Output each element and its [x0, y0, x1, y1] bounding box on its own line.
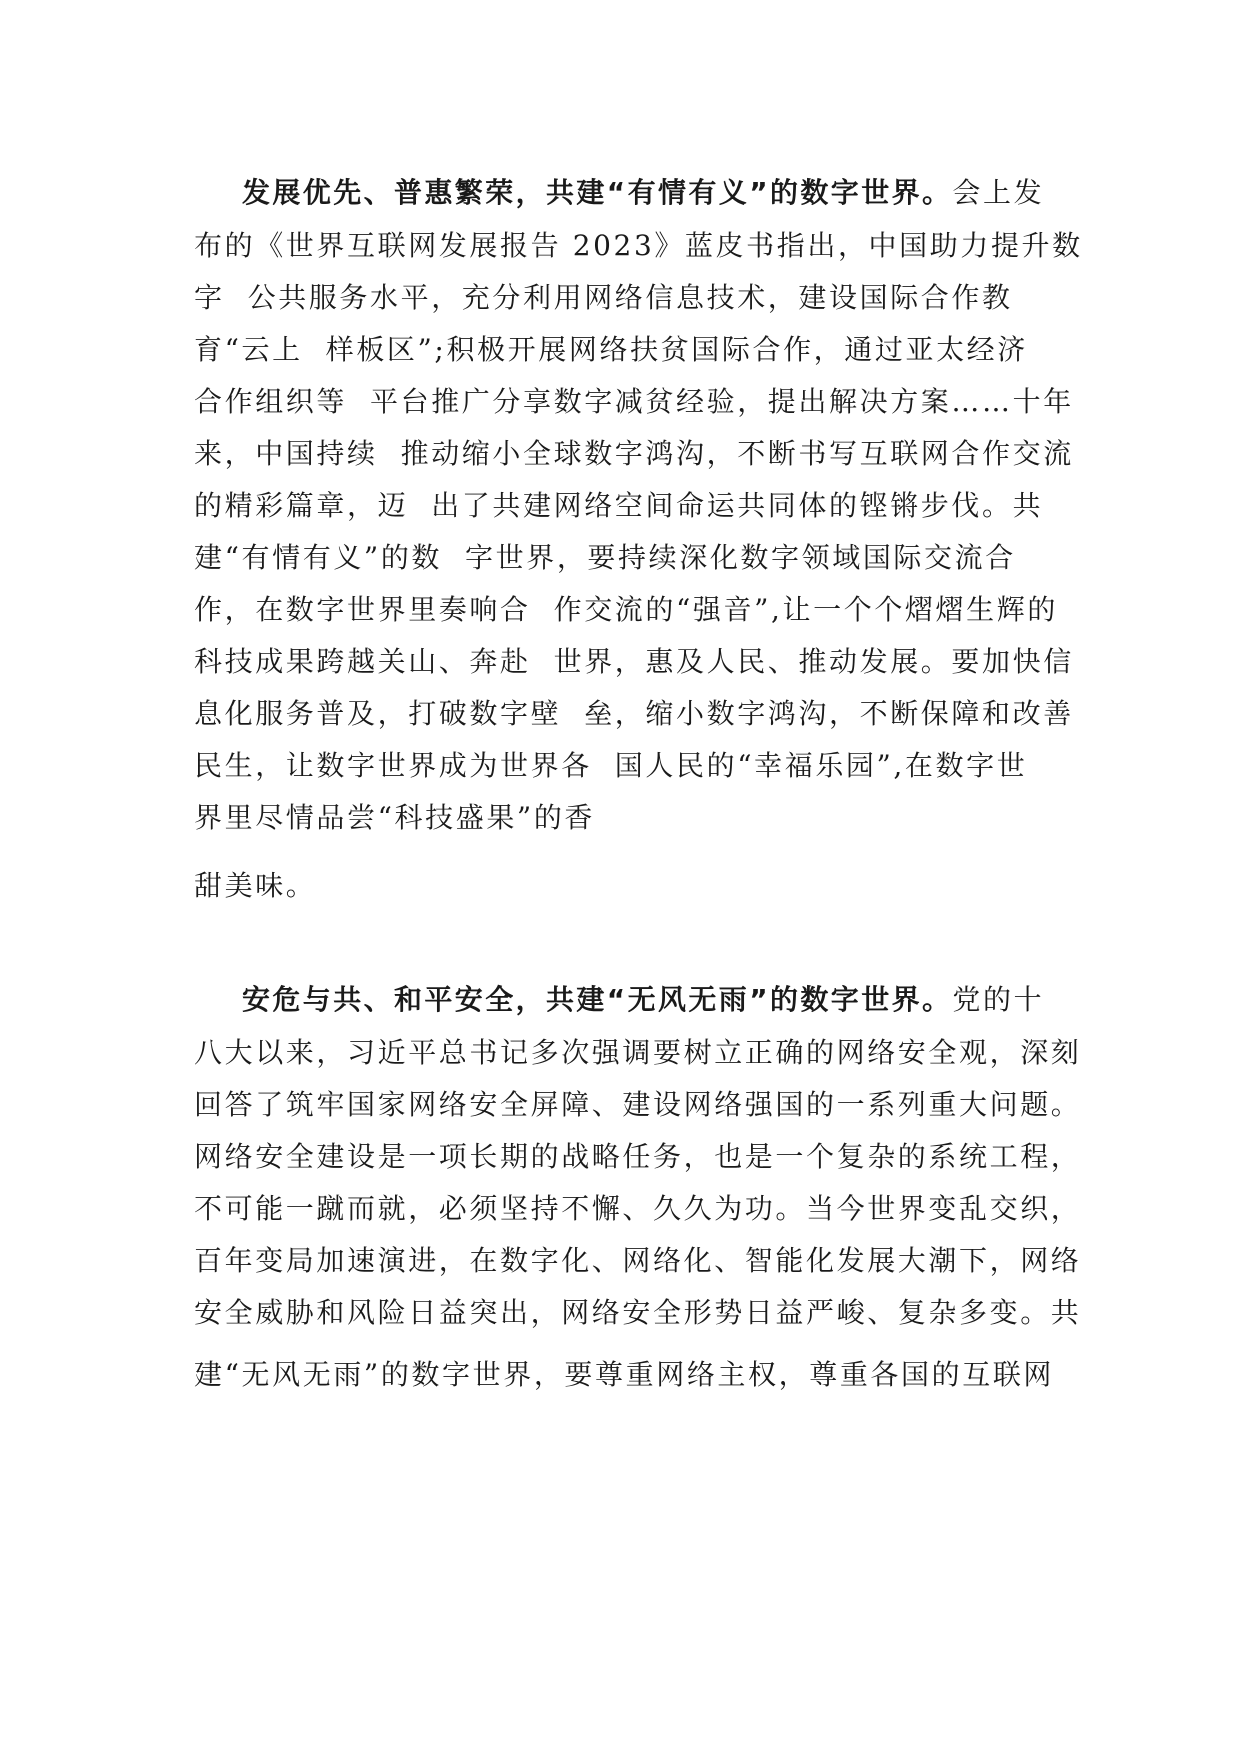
- paragraph-1-line: 字 公共服务水平，充分利用网络信息技术，建设国际合作教: [194, 281, 1013, 314]
- paragraph-2-line: 回答了筑牢国家网络安全屏障、建设网络强国的一系列重大问题。: [194, 1088, 1082, 1121]
- paragraph-1-line: 民生，让数字世界成为世界各 国人民的“幸福乐园”,在数字世: [194, 749, 1028, 782]
- paragraph-1-line: 建“有情有义”的数 字世界，要持续深化数字领域国际交流合: [194, 541, 1016, 574]
- paragraph-1-line: 布的《世界互联网发展报告 2023》蓝皮书指出，中国助力提升数: [194, 229, 1083, 262]
- paragraph-1-line: 育“云上 样板区”;积极开展网络扶贫国际合作，通过亚太经济: [194, 333, 1028, 366]
- paragraph-2-line: 网络安全建设是一项长期的战略任务，也是一个复杂的系统工程，: [194, 1140, 1082, 1173]
- paragraph-1-heading: 发展优先、普惠繁荣，共建“有情有义”的数字世界。: [242, 176, 953, 209]
- paragraph-2-first-line: [242, 980, 1044, 1020]
- paragraph-2-first-line-text: 党的十: [952, 983, 1045, 1016]
- paragraph-1-first-line-text: 会上发: [952, 176, 1045, 209]
- paragraph-2-heading: 安危与共、和平安全，共建“无风无雨”的数字世界。: [242, 983, 953, 1016]
- paragraph-1-line: 息化服务普及，打破数字壁 垒，缩小数字鸿沟，不断保障和改善: [194, 697, 1074, 730]
- paragraph-2-line: 不可能一蹴而就，必须坚持不懈、久久为功。当今世界变乱交织，: [194, 1192, 1082, 1225]
- paragraph-1-line: 来，中国持续 推动缩小全球数字鸿沟，不断书写互联网合作交流: [194, 437, 1074, 470]
- paragraph-2-line: 安全威胁和风险日益突出，网络安全形势日益严峻、复杂多变。共: [194, 1296, 1082, 1329]
- paragraph-2-line: 建“无风无雨”的数字世界，要尊重网络主权，尊重各国的互联网: [194, 1358, 1055, 1391]
- paragraph-1-first-line: [242, 173, 1044, 213]
- paragraph-2-line: 百年变局加速演进，在数字化、网络化、智能化发展大潮下，网络: [194, 1244, 1082, 1277]
- paragraph-1-line: 作，在数字世界里奏响合 作交流的“强音”,让一个个熠熠生辉的: [194, 593, 1058, 626]
- paragraph-1-line: 的精彩篇章，迈 出了共建网络空间命运共同体的铿锵步伐。共: [194, 489, 1044, 522]
- paragraph-1-line: 合作组织等 平台推广分享数字减贫经验，提出解决方案……十年: [194, 385, 1074, 418]
- paragraph-1-line: 界里尽情品尝“科技盛果”的香: [194, 801, 596, 834]
- paragraph-1-line: 科技成果跨越关山、奔赴 世界，惠及人民、推动发展。要加快信: [194, 645, 1074, 678]
- paragraph-2-line: 八大以来，习近平总书记多次强调要树立正确的网络安全观，深刻: [194, 1036, 1082, 1069]
- paragraph-1-tail-line: 甜美味。: [194, 869, 317, 902]
